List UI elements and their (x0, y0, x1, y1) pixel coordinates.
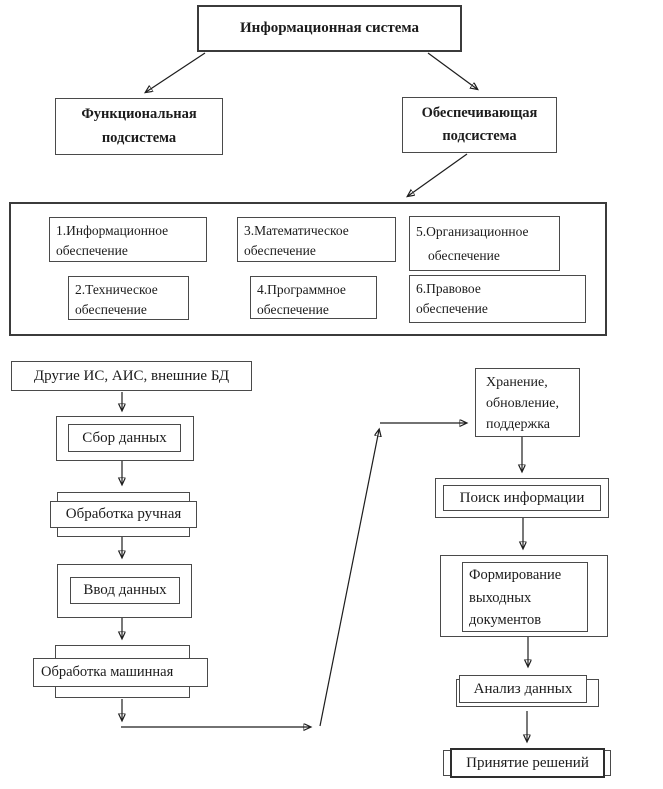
providing-subsystem-line2: подсистема (442, 128, 517, 144)
component-1-line1: 1.Информационное (56, 223, 169, 238)
component-6-legal-support (409, 275, 586, 323)
storage-line1: Хранение, (486, 375, 548, 390)
arrow-root-to-providing (428, 53, 477, 89)
information-search-label: Поиск информации (459, 489, 585, 506)
component-3-line1: 3.Математическое (244, 223, 349, 238)
node-data-analysis (456, 675, 599, 708)
component-1-information-support (49, 217, 207, 262)
arrow-root-to-functional (146, 53, 205, 92)
component-1-line2: обеспечение (56, 243, 128, 258)
node-storage (475, 368, 580, 437)
data-collection-label: Сбор данных (82, 429, 167, 446)
component-2-line2: обеспечение (75, 302, 147, 317)
node-information-search-inner (443, 485, 601, 511)
node-data-collection (56, 416, 194, 461)
node-data-analysis-front (459, 675, 587, 703)
component-5-organizational-support (409, 216, 560, 271)
data-analysis-label: Анализ данных (473, 680, 573, 697)
component-4-line1: 4.Программное (257, 282, 346, 297)
node-output-documents-inner (462, 562, 588, 632)
node-functional-subsystem (55, 98, 223, 155)
component-6-line2: обеспечение (416, 301, 488, 316)
functional-subsystem-line1: Функциональная (81, 106, 197, 123)
node-information-system-label: Информационная система (240, 20, 419, 36)
node-decision-making-front (450, 748, 605, 778)
output-documents-line1: Формирование (469, 567, 562, 584)
component-2-technical-support (68, 276, 189, 320)
component-4-line2: обеспечение (257, 302, 329, 317)
machine-processing-label: Обработка машинная (41, 664, 174, 680)
external-sources-label: Другие ИС, АИС, внешние БД (33, 367, 230, 384)
node-machine-processing-front (33, 658, 208, 687)
storage-line2: обновление, (486, 396, 559, 411)
providing-subsystem-line1: Обеспечивающая (421, 105, 538, 121)
node-external-sources (11, 361, 252, 391)
node-manual-processing-front (50, 501, 197, 528)
arrow-diagonal-up (320, 430, 379, 726)
arrow-providing-to-components (408, 154, 467, 196)
node-data-collection-inner (68, 424, 181, 452)
component-2-line1: 2.Техническое (75, 282, 158, 297)
data-input-label: Ввод данных (83, 582, 167, 598)
node-data-input-inner (70, 577, 180, 604)
component-5-line1: 5.Организационное (416, 224, 529, 239)
node-providing-subsystem (402, 97, 557, 153)
output-documents-line3: документов (469, 612, 542, 629)
node-data-input (57, 564, 192, 618)
functional-subsystem-line2: подсистема (101, 129, 177, 146)
node-information-system (197, 5, 462, 52)
output-documents-line2: выходных (469, 589, 532, 606)
node-output-documents (440, 555, 608, 637)
component-6-line1: 6.Правовое (416, 281, 481, 296)
decision-making-label: Принятие решений (466, 754, 589, 771)
component-4-software-support (250, 276, 377, 319)
node-machine-processing (33, 645, 208, 699)
component-3-line2: обеспечение (244, 243, 316, 258)
component-5-line2: обеспечение (428, 248, 500, 263)
node-manual-processing (50, 492, 197, 537)
node-decision-making (443, 748, 611, 778)
storage-line3: поддержка (486, 417, 551, 432)
manual-processing-label: Обработка ручная (65, 506, 182, 522)
component-3-mathematical-support (237, 217, 396, 262)
node-information-search (435, 478, 609, 518)
